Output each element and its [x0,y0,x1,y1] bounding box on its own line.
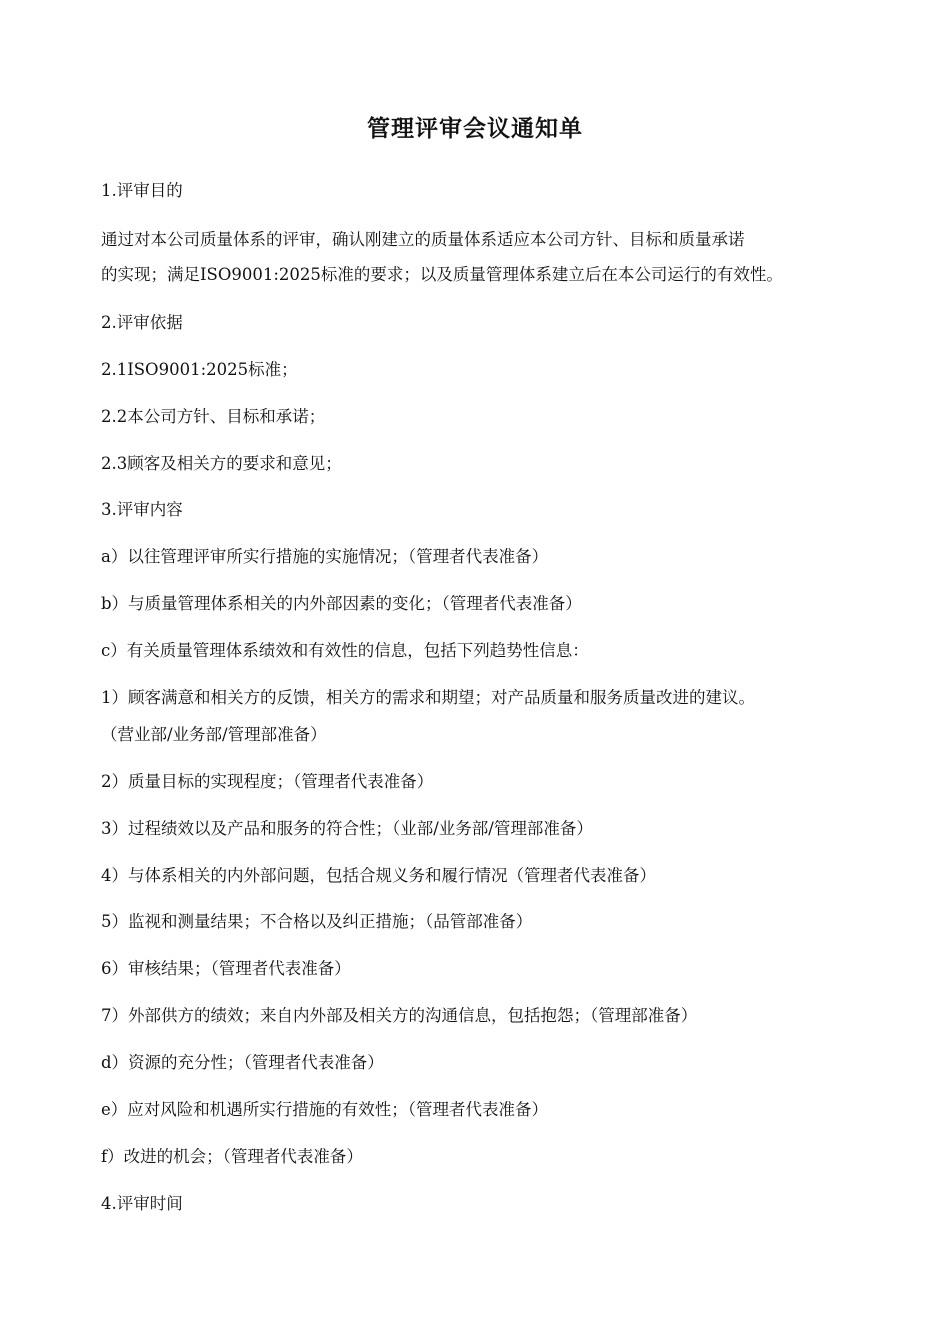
page-title: 管理评审会议通知单 [367,115,583,142]
list-item: 2.2本公司方针、目标和承诺； [101,407,326,426]
list-item: d）资源的充分性；（管理者代表准备） [101,1053,384,1072]
list-item: 1）顾客满意和相关方的反馈，相关方的需求和期望；对产品质量和服务质量改进的建议。 [101,688,755,707]
list-item: 2.3顾客及相关方的要求和意见； [101,454,342,473]
paragraph-line: 的实现；满足ISO9001:2025标准的要求；以及质量管理体系建立后在本公司运行的有效性。 [101,265,783,284]
list-item: c）有关质量管理体系绩效和有效性的信息，包括下列趋势性信息： [101,641,589,660]
list-item: 3）过程绩效以及产品和服务的符合性；（业部/业务部/管理部准备） [101,819,593,838]
list-item: a）以往管理评审所实行措施的实施情况；（管理者代表准备） [101,547,549,566]
list-item: 4）与体系相关的内外部问题，包括合规义务和履行情况（管理者代表准备） [101,866,656,885]
list-item: 7）外部供方的绩效；来自内外部及相关方的沟通信息，包括抱怨；（管理部准备） [101,1006,698,1025]
list-item-continuation: （营业部/业务部/管理部准备） [101,725,327,744]
list-item: 6）审核结果；（管理者代表准备） [101,959,351,978]
section-heading-basis: 2.评审依据 [101,313,183,332]
section-heading-content: 3.评审内容 [101,500,183,519]
list-item: b）与质量管理体系相关的内外部因素的变化；（管理者代表准备） [101,594,582,613]
list-item: e）应对风险和机遇所实行措施的有效性；（管理者代表准备） [101,1100,549,1119]
paragraph-line: 通过对本公司质量体系的评审，确认刚建立的质量体系适应本公司方针、目标和质量承诺 [101,230,745,249]
section-heading-time: 4.评审时间 [101,1194,183,1213]
list-item: 5）监视和测量结果；不合格以及纠正措施；（品管部准备） [101,912,533,931]
list-item: 2）质量目标的实现程度；（管理者代表准备） [101,772,434,791]
list-item: f）改进的机会；（管理者代表准备） [101,1147,363,1166]
list-item: 2.1ISO9001:2025标准； [101,360,298,379]
section-heading-purpose: 1.评审目的 [101,181,183,200]
